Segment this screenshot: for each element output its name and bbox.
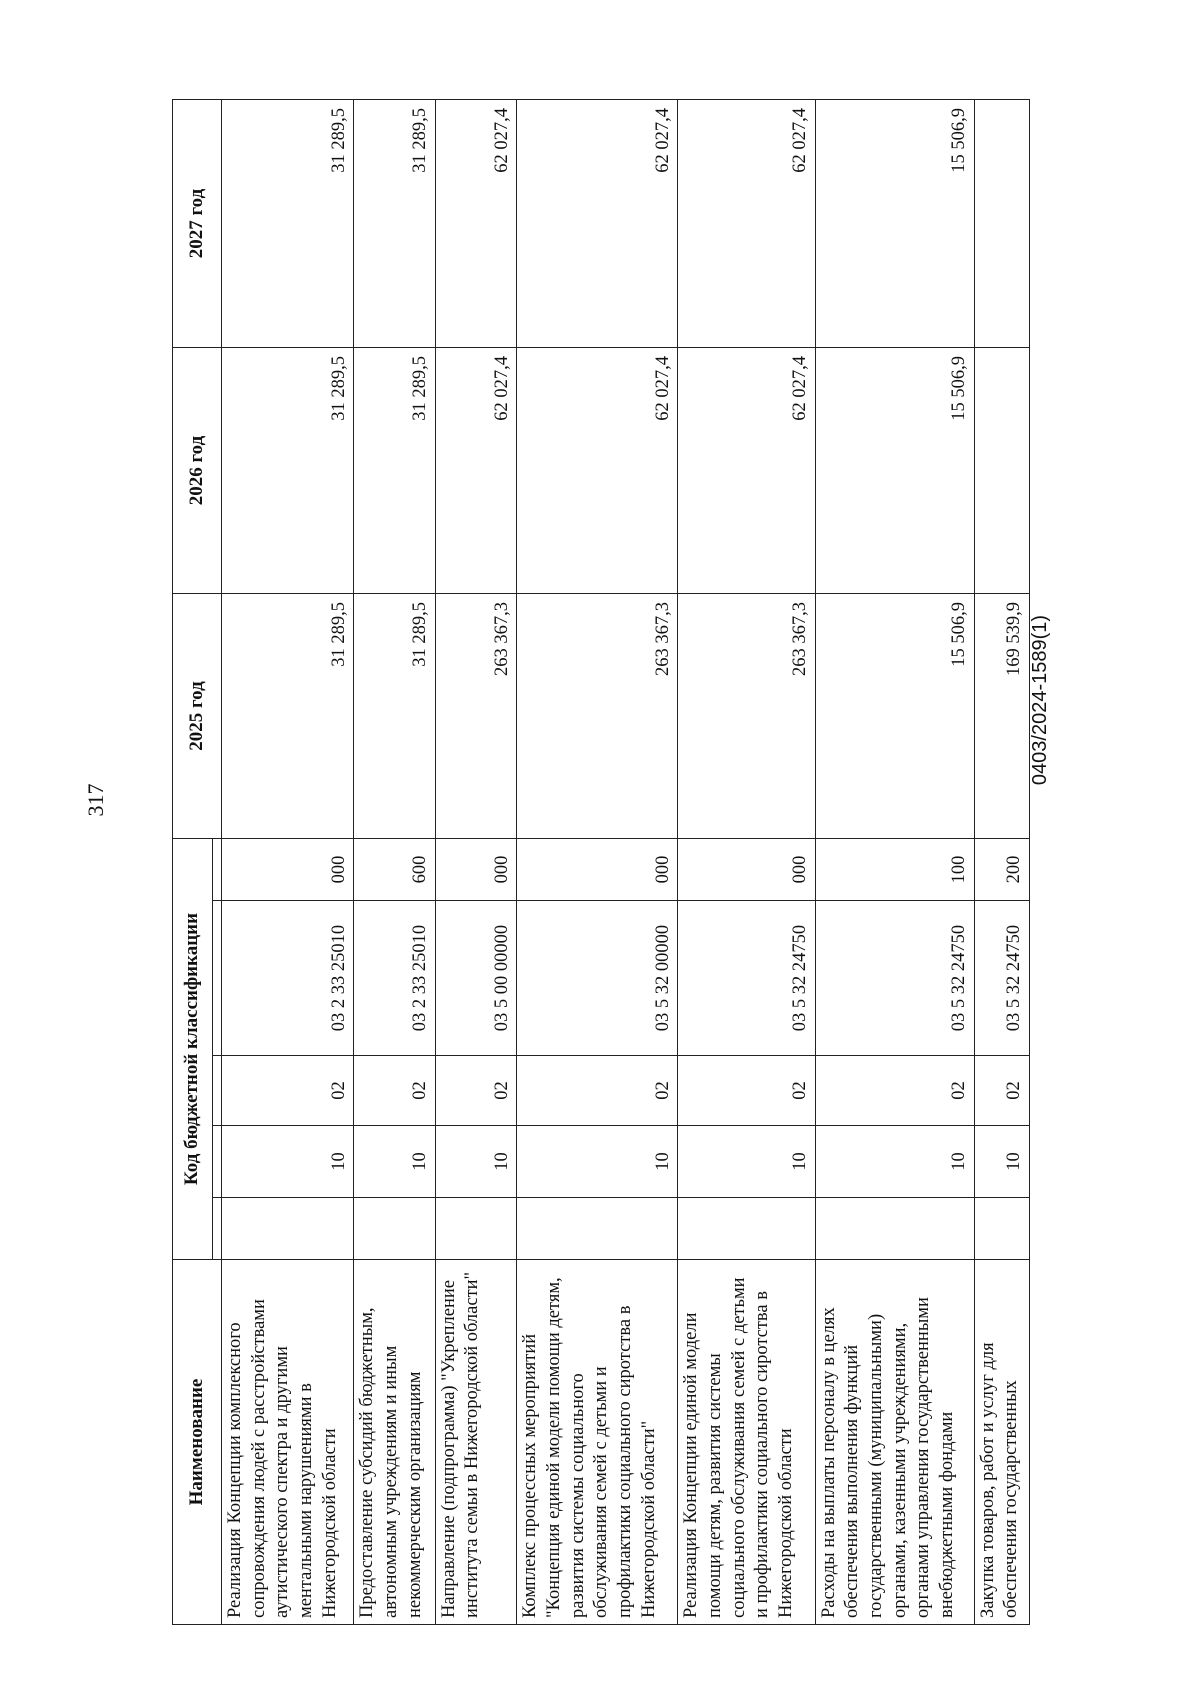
row-code-expense-type: 000 [678, 839, 816, 901]
row-code-subsection: 02 [517, 1056, 678, 1126]
row-code-target: 03 5 32 00000 [517, 901, 678, 1056]
row-code-target: 03 5 32 24750 [678, 901, 816, 1056]
row-amount-2025: 15 506,9 [815, 594, 974, 839]
row-name: Предоставление субсидий бюджетным, автономным учреждениям и иным некоммерческим организациям [354, 1260, 436, 1625]
table-row [974, 100, 1029, 1625]
row-blank [354, 1198, 436, 1260]
row-amount-2027: 62 027,4 [435, 100, 517, 348]
budget-table-rotated [172, 100, 1030, 1625]
row-code-expense-type: 000 [435, 839, 517, 901]
row-code-section: 10 [354, 1126, 436, 1198]
row-amount-2026: 31 289,5 [222, 348, 354, 594]
row-code-section: 10 [974, 1126, 1029, 1198]
table-row [517, 100, 678, 1625]
row-blank [222, 1198, 354, 1260]
row-amount-2025: 263 367,3 [435, 594, 517, 839]
row-amount-2025: 263 367,3 [517, 594, 678, 839]
row-code-target: 03 5 32 24750 [815, 901, 974, 1056]
row-amount-2027: 15 506,9 [815, 100, 974, 348]
table-header-row [173, 100, 213, 1625]
row-code-expense-type: 000 [517, 839, 678, 901]
row-amount-2025: 31 289,5 [354, 594, 436, 839]
row-blank [517, 1198, 678, 1260]
row-amount-2027: 31 289,5 [222, 100, 354, 348]
row-amount-2025: 169 539,9 [974, 594, 1029, 839]
subheader-cell [213, 901, 222, 1056]
row-code-section: 10 [815, 1126, 974, 1198]
table-row [222, 100, 354, 1625]
row-blank [815, 1198, 974, 1260]
table-row [435, 100, 517, 1625]
row-blank [435, 1198, 517, 1260]
row-code-target: 03 2 33 25010 [222, 901, 354, 1056]
table-row [354, 100, 436, 1625]
row-code-expense-type: 600 [354, 839, 436, 901]
row-name: Закупка товаров, работ и услуг для обеспечения государственных [974, 1260, 1029, 1625]
row-name: Расходы на выплаты персоналу в целях обеспечения выполнения функций государственными (муниципальными) органами, казенными учреждениями, органами управления государственными внебюджетными фондами [815, 1260, 974, 1625]
row-code-expense-type: 100 [815, 839, 974, 901]
page-number: 317 [83, 783, 108, 817]
row-code-expense-type: 200 [974, 839, 1029, 901]
row-code-subsection: 02 [974, 1056, 1029, 1126]
row-name: Направление (подпрограмма) "Укрепление института семьи в Нижегородской области" [435, 1260, 517, 1625]
row-amount-2027: 62 027,4 [678, 100, 816, 348]
row-amount-2027: 62 027,4 [517, 100, 678, 348]
row-code-section: 10 [517, 1126, 678, 1198]
header-2026: 2026 год [173, 348, 222, 594]
document-code: 0403/2024-1589(1) [1029, 614, 1051, 786]
row-amount-2025: 31 289,5 [222, 594, 354, 839]
row-code-target: 03 5 00 00000 [435, 901, 517, 1056]
row-code-subsection: 02 [222, 1056, 354, 1126]
row-code-subsection: 02 [678, 1056, 816, 1126]
row-amount-2026: 15 506,9 [815, 348, 974, 594]
header-name: Наименование [173, 1260, 222, 1625]
row-code-subsection: 02 [435, 1056, 517, 1126]
row-blank [678, 1198, 816, 1260]
row-amount-2026: 62 027,4 [435, 348, 517, 594]
table-row [815, 100, 974, 1625]
row-name: Реализация Концепции единой модели помощи детям, развития системы социального обслуживания семей с детьми и профилактики социального сиротства в Нижегородской области [678, 1260, 816, 1625]
row-name: Комплекс процессных мероприятий "Концепция единой модели помощи детям, развития системы социального обслуживания семей с детьми и профилактики социального сиротства в Нижегородской области" [517, 1260, 678, 1625]
header-code: Код бюджетной классификации [173, 839, 213, 1260]
subheader-cell [213, 1126, 222, 1198]
subheader-cell [213, 1056, 222, 1126]
header-2025: 2025 год [173, 594, 222, 839]
row-code-section: 10 [222, 1126, 354, 1198]
row-blank [974, 1198, 1029, 1260]
row-amount-2026: 62 027,4 [517, 348, 678, 594]
row-name: Реализация Концепции комплексного сопровождения людей с расстройствами аутистического спектра и другими ментальными нарушениями в Нижегородской области [222, 1260, 354, 1625]
row-code-subsection: 02 [815, 1056, 974, 1126]
row-amount-2026: 62 027,4 [678, 348, 816, 594]
subheader-cell [213, 839, 222, 901]
row-amount-2025: 263 367,3 [678, 594, 816, 839]
row-amount-2026: 31 289,5 [354, 348, 436, 594]
row-code-section: 10 [435, 1126, 517, 1198]
row-code-section: 10 [678, 1126, 816, 1198]
table-row [678, 100, 816, 1625]
budget-table [172, 99, 1030, 1625]
row-amount-2027: 31 289,5 [354, 100, 436, 348]
row-code-target: 03 5 32 24750 [974, 901, 1029, 1056]
row-code-expense-type: 000 [222, 839, 354, 901]
subheader-cell [213, 1198, 222, 1260]
row-code-target: 03 2 33 25010 [354, 901, 436, 1056]
row-code-subsection: 02 [354, 1056, 436, 1126]
row-amount-2027 [974, 100, 1029, 348]
header-2027: 2027 год [173, 100, 222, 348]
row-amount-2026 [974, 348, 1029, 594]
